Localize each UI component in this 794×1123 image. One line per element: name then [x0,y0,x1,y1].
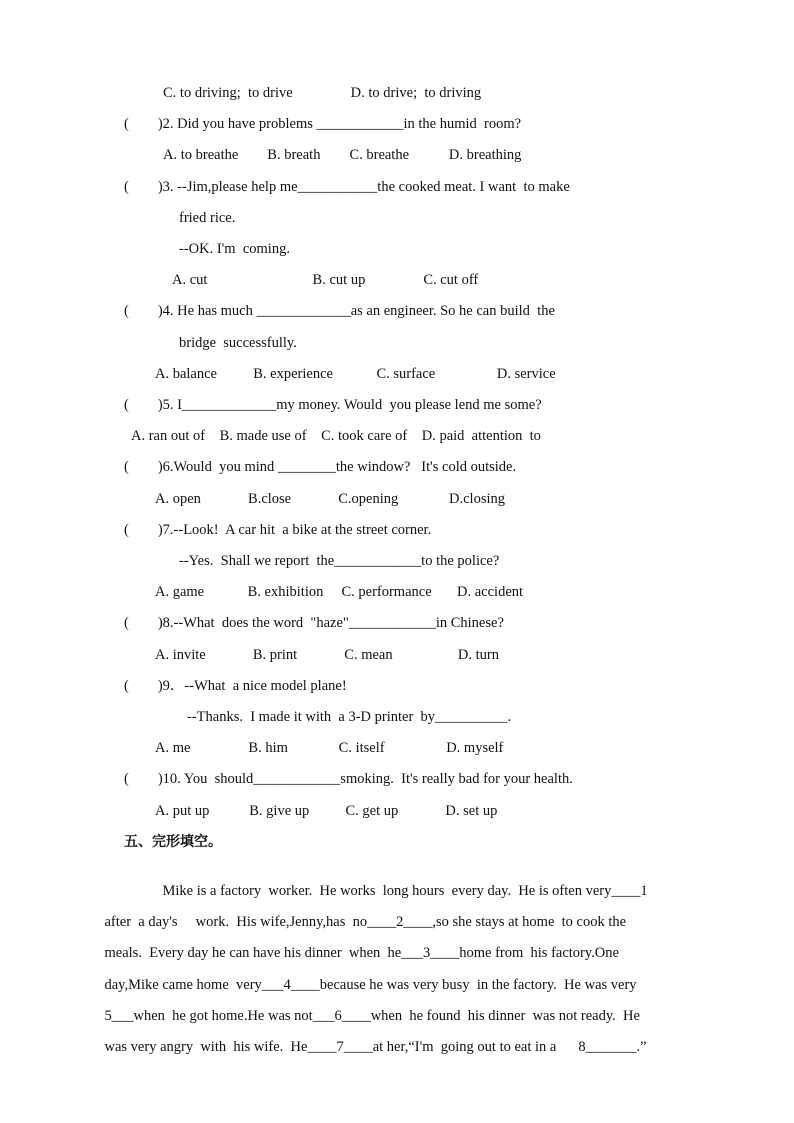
q6-options: A. open B.close C.opening D.closing [155,491,505,507]
blank-7: ____7____ [307,1039,373,1055]
cloze-text: when he found his dinner was not ready. He [370,1008,640,1024]
q9-stem: ( )9．--What a nice model plane! [124,678,347,694]
cloze-text: was very angry with his wife. He [104,1039,308,1055]
q5-stem: ( )5. I_____________my money. Would you please lend me some? [124,397,542,413]
cloze-text: when he got home.He was not [133,1008,313,1024]
q2-stem: ( )2. Did you have problems ____________in the humid room? [124,116,522,132]
q5-options: A. ran out of B. made use of C. took care of D. paid attention to [131,428,541,444]
q8-options: A. invite B. print C. mean D. turn [155,647,499,663]
q3-options: A. cut B. cut up C. cut off [172,272,479,288]
q2-options: A. to breathe B. breath C. breathe D. breathing [163,147,522,163]
q4-continuation: bridge successfully. [179,335,297,351]
section-heading: 五、完形填空。 [124,834,222,850]
cloze-text: because he was very busy in the factory. He was very [319,977,637,993]
cloze-text: after a day's work. His wife,Jenny,has no [104,914,368,930]
q1-options: C. to driving; to drive D. to drive; to driving [163,85,482,101]
q3-continuation: fried rice. [179,210,236,226]
cloze-text: home from his factory.One [459,945,619,961]
blank-4: ___4____ [261,977,320,993]
blank-8: 8_______ [578,1039,637,1055]
blank-5: 5___ [104,1008,134,1024]
cloze-text: Mike is a factory worker. He works long hours every day. He is often very [162,883,612,899]
blank-3: ___3____ [401,945,460,961]
q7-stem: ( )7.--Look! A car hit a bike at the street corner. [124,522,432,538]
cloze-line-6 [90,1020,646,1074]
q3-stem: ( )3. --Jim,please help me___________the cooked meat. I want to make [124,179,570,195]
cloze-text: day,Mike came home very [104,977,262,993]
blank-6: ___6____ [312,1008,371,1024]
cloze-text: .” [636,1039,647,1055]
q9-reply: --Thanks. I made it with a 3-D printer by__________. [187,709,512,725]
q8-stem: ( )8.--What does the word "haze"____________in Chinese? [124,615,504,631]
q7-reply: --Yes. Shall we report the____________to the police? [179,553,500,569]
q10-stem: ( )10. You should____________smoking. It's really bad for your health. [124,771,573,787]
blank-1: ____1 [611,883,648,899]
cloze-text: ,so she stays at home to cook the [432,914,627,930]
q6-stem: ( )6.Would you mind ________the window? It's cold outside. [124,459,517,475]
cloze-text: at her,“I'm going out to eat in a [372,1039,557,1055]
blank-2: ____2____ [367,914,433,930]
cloze-text: meals. Every day he can have his dinner when he [104,945,402,961]
q4-stem: ( )4. He has much _____________as an engineer. So he can build the [124,303,555,319]
q10-options: A. put up B. give up C. get up D. set up [155,803,498,819]
q3-reply: --OK. I'm coming. [179,241,290,257]
q4-options: A. balance B. experience C. surface D. service [155,366,556,382]
q9-options: A. me B. him C. itself D. myself [155,740,504,756]
q7-options: A. game B. exhibition C. performance D. accident [155,584,524,600]
